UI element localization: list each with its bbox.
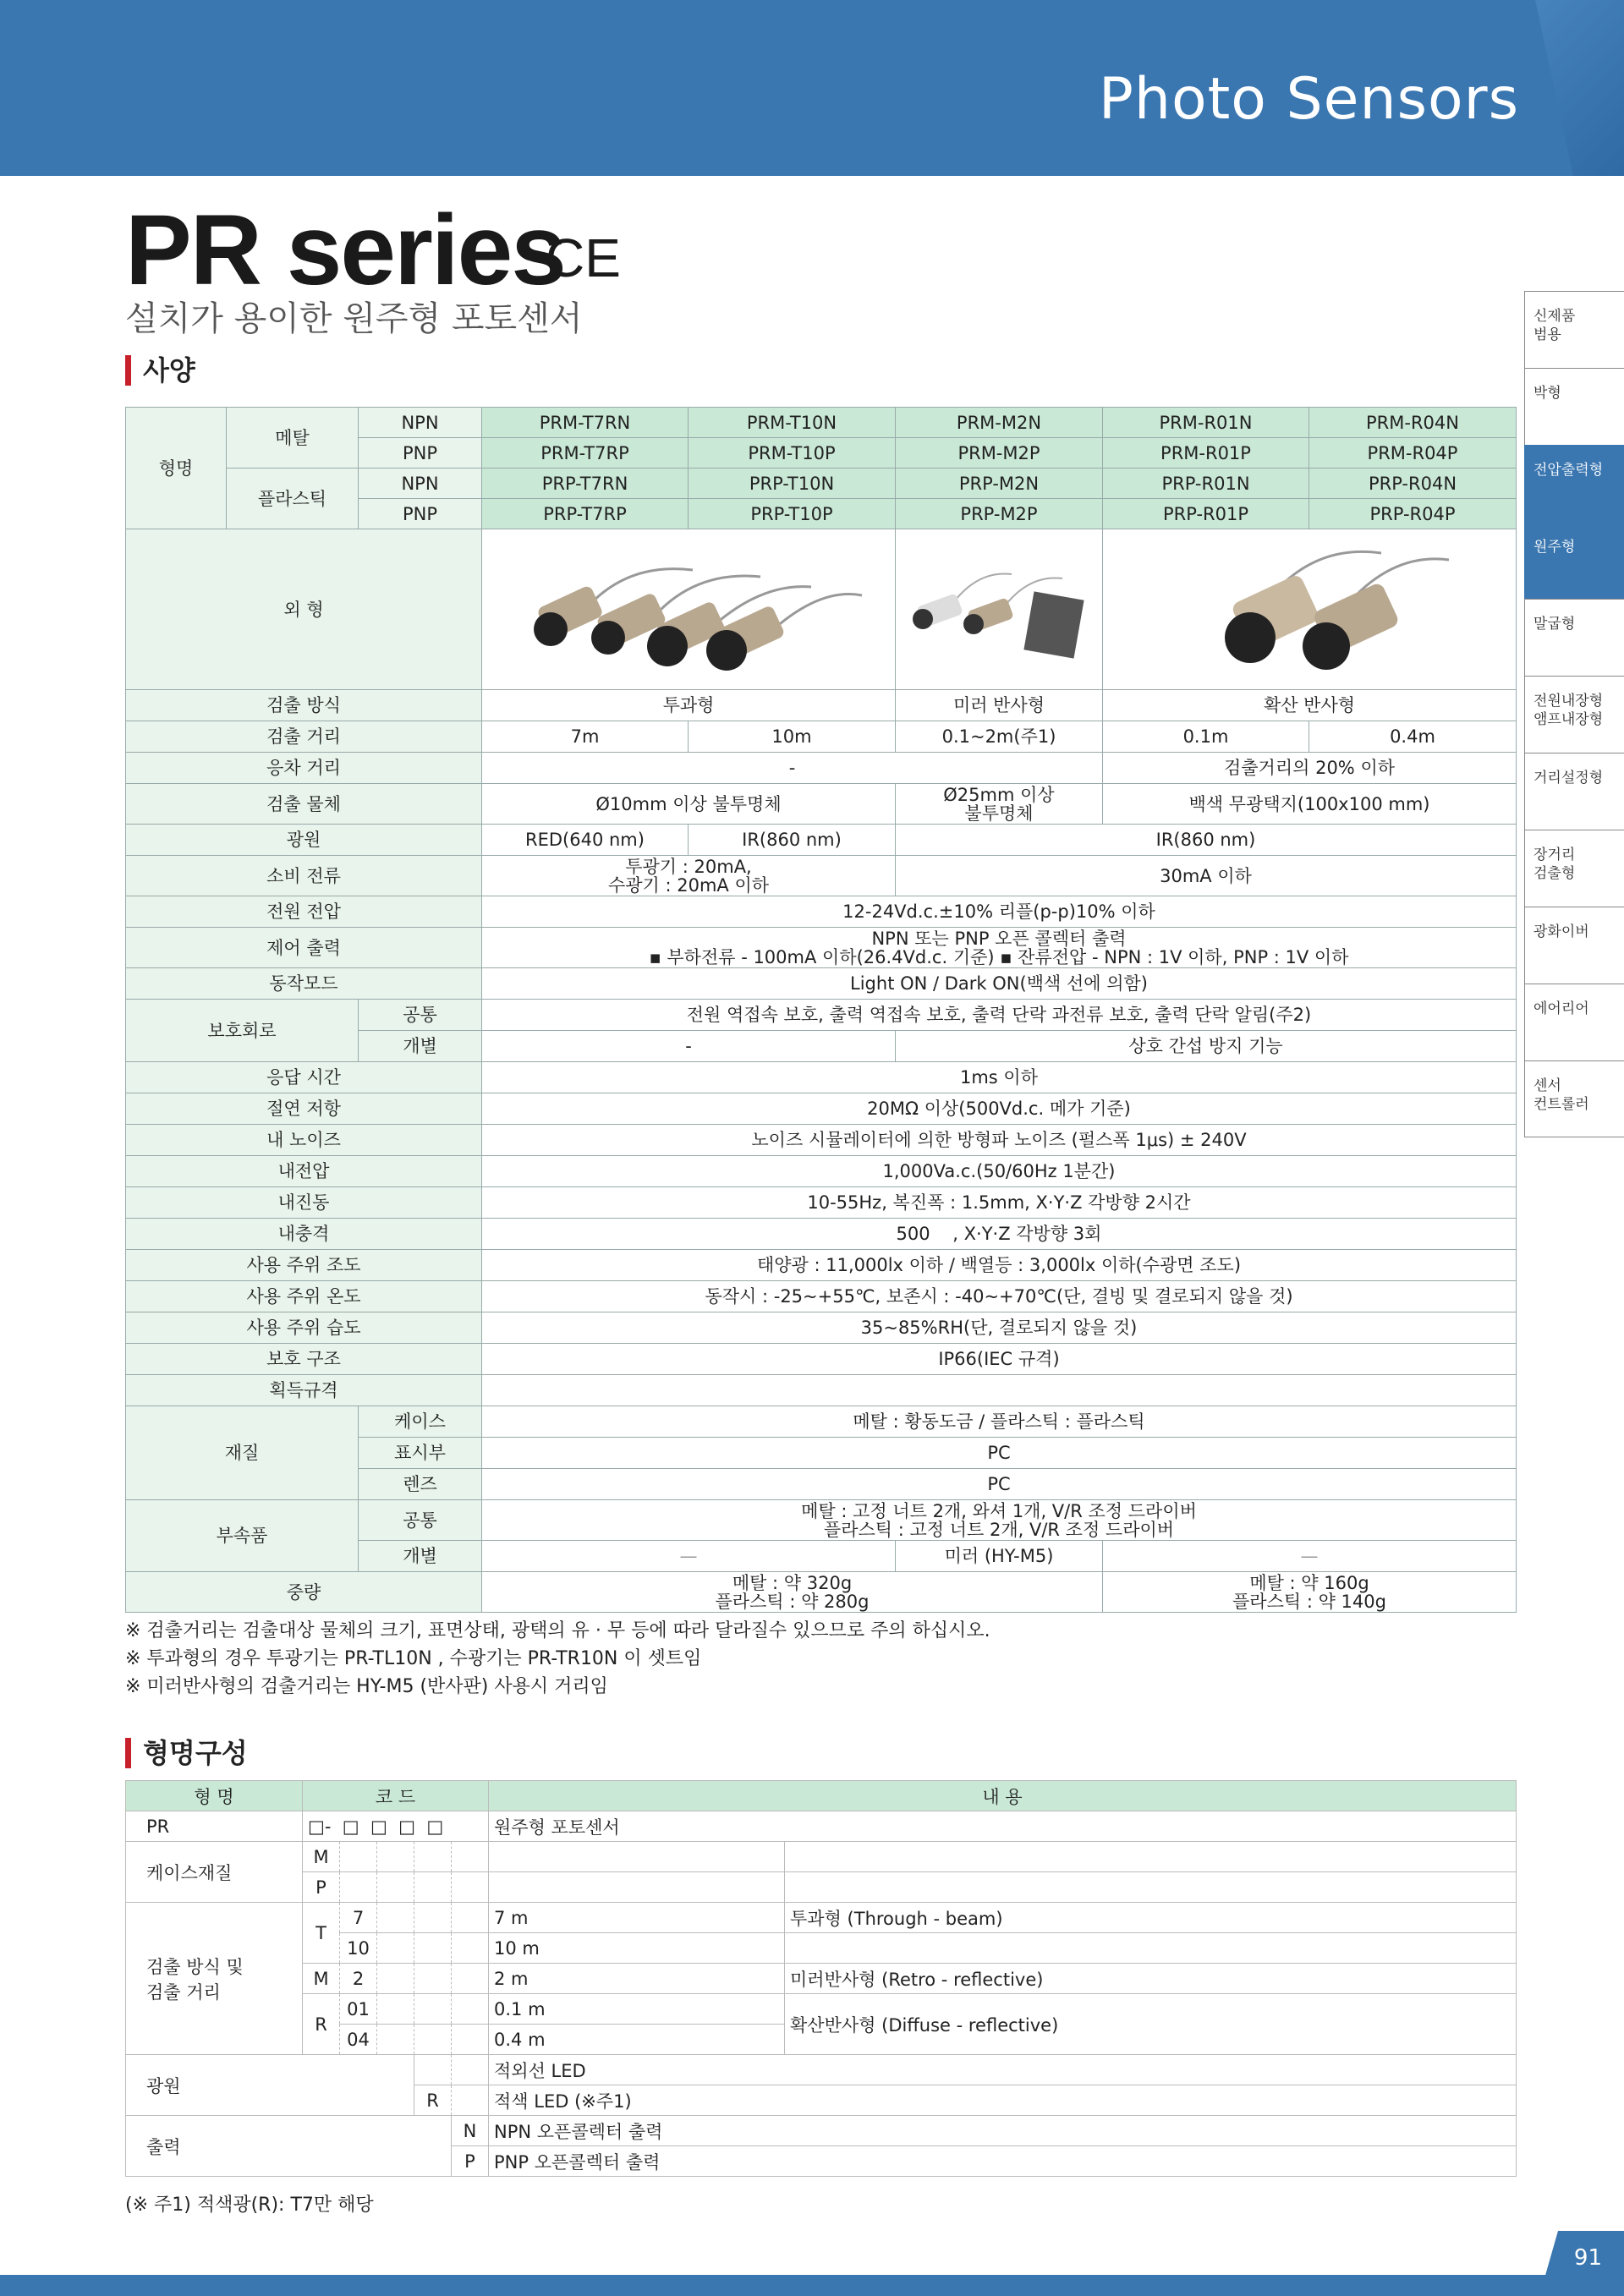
cell-value: 투과형 (Through - beam) — [785, 1903, 1517, 1933]
col-header: 형 명 — [126, 1781, 303, 1811]
model-code: PRM-M2N — [896, 408, 1103, 438]
code: M — [303, 1842, 340, 1872]
cell-value: 검출거리의 20% 이하 — [1103, 753, 1517, 784]
product-photo-through-beam — [482, 529, 896, 690]
spec-table — [125, 407, 1517, 1613]
note: ※ 투과형의 경우 투광기는 PR-TL10N , 수광기는 PR-TR10N 이 셋트임 — [125, 1648, 702, 1669]
cell-value: 적외선 LED — [489, 2055, 1517, 2085]
cell-value — [482, 1375, 1517, 1406]
model-code: PRM-R01P — [1103, 438, 1309, 469]
row-label: 케이스재질 — [126, 1842, 303, 1903]
model-code: PRP-M2N — [896, 469, 1103, 499]
footnote: (※ 주1) 적색광(R): T7만 해당 — [125, 2195, 374, 2216]
header-band — [0, 0, 1624, 176]
side-nav — [1524, 291, 1624, 1137]
row-label: 검출 물체 — [126, 784, 482, 825]
cell-value: 30mA 이하 — [896, 856, 1517, 896]
sub-label: 케이스 — [359, 1406, 482, 1438]
cell-value: 12-24Vd.c.±10% 리플(p-p)10% 이하 — [482, 896, 1517, 928]
col-header: 내 용 — [489, 1781, 1517, 1811]
cell-value: 메탈 : 황동도금 / 플라스틱 : 플라스틱 — [482, 1406, 1517, 1438]
note: ※ 미러반사형의 검출거리는 HY-M5 (반사판) 사용시 거리임 — [125, 1676, 608, 1697]
cell-value: 0.4m — [1309, 721, 1517, 753]
row-label: 보호회로 — [126, 1000, 359, 1062]
model-code: PRP-R04P — [1309, 499, 1517, 529]
cell-value: Ø25mm 이상 불투명체 — [896, 784, 1103, 825]
row-label: 내충격 — [126, 1219, 482, 1250]
cell-value: — — [482, 1541, 896, 1572]
through-beam-sensor-image — [490, 536, 887, 680]
row-label: 제어 출력 — [126, 928, 482, 968]
sub-label: 표시부 — [359, 1438, 482, 1469]
pnp-label: PNP — [359, 438, 482, 469]
cell-value: 투과형 — [482, 690, 896, 721]
cell-value: IR(860 nm) — [896, 825, 1517, 856]
side-nav-item[interactable]: 장거리 검출형 — [1524, 830, 1624, 907]
model-code: PRP-T7RP — [482, 499, 689, 529]
plastic-label: 플라스틱 — [227, 469, 359, 529]
side-nav-item[interactable]: 말굽형 — [1524, 599, 1624, 676]
cell-value: 1ms 이하 — [482, 1062, 1517, 1093]
cell-value: 500 , X·Y·Z 각방향 3회 — [482, 1219, 1517, 1250]
cell-value: 2 m — [489, 1964, 785, 1994]
side-nav-item[interactable]: 박형 — [1524, 368, 1624, 445]
row-label: 소비 전류 — [126, 856, 482, 896]
side-nav-item[interactable]: 전원내장형 앰프내장형 — [1524, 676, 1624, 753]
sub-label: 공통 — [359, 1500, 482, 1541]
row-label: 사용 주위 조도 — [126, 1250, 482, 1281]
product-photo-retro-reflective — [896, 529, 1103, 690]
cell-value: NPN 오픈콜렉터 출력 — [489, 2116, 1517, 2146]
cell-value: 미러 반사형 — [896, 690, 1103, 721]
diffuse-reflective-sensor-image — [1111, 536, 1508, 680]
row-label: 부속품 — [126, 1500, 359, 1572]
section-model-config-heading: 형명구성 — [125, 1738, 248, 1768]
cell-value: 전원 역접속 보호, 출력 역접속 보호, 출력 단락 과전류 보호, 출력 단락 알림(주2) — [482, 1000, 1517, 1031]
code-boxes: □- □ □ □ □ — [303, 1811, 489, 1842]
row-label: 검출 방식 — [126, 690, 482, 721]
side-nav-item[interactable]: 신제품 범용 — [1524, 291, 1624, 368]
side-nav-item[interactable]: 에어리어 — [1524, 984, 1624, 1060]
row-label: 광원 — [126, 2055, 414, 2116]
code: 04 — [340, 2025, 377, 2055]
model-code: PRM-R04N — [1309, 408, 1517, 438]
side-nav-item[interactable]: 센서 컨트롤러 — [1524, 1060, 1624, 1137]
sub-label: 개별 — [359, 1031, 482, 1062]
side-nav-item[interactable]: 원주형 — [1524, 522, 1624, 599]
row-label: 동작모드 — [126, 968, 482, 1000]
cell-value: 10 m — [489, 1933, 785, 1964]
npn-label: NPN — [359, 408, 482, 438]
code: R — [414, 2085, 452, 2116]
side-nav-item[interactable]: 거리설정형 — [1524, 753, 1624, 830]
ce-mark-icon: CE — [546, 227, 621, 288]
row-label: 획득규격 — [126, 1375, 482, 1406]
series-title: PR series — [125, 195, 565, 306]
cell-value: 태양광 : 11,000lx 이하 / 백열등 : 3,000lx 이하(수광면 조도) — [482, 1250, 1517, 1281]
code: P — [452, 2146, 489, 2177]
model-code: PRM-T7RN — [482, 408, 689, 438]
cell-value: 미러반사형 (Retro - reflective) — [785, 1964, 1517, 1994]
model-code: PRP-M2P — [896, 499, 1103, 529]
cell-value: 동작시 : -25~+55℃, 보존시 : -40~+70℃(단, 결빙 및 결로되지 않을 것) — [482, 1281, 1517, 1312]
cell-value: 0.1m — [1103, 721, 1309, 753]
cell-value: RED(640 nm) — [482, 825, 689, 856]
product-subtitle: 설치가 용이한 원주형 포토센서 — [125, 299, 583, 338]
model-code: PRP-R01N — [1103, 469, 1309, 499]
cell-value: 확산반사형 (Diffuse - reflective) — [785, 1994, 1517, 2055]
cell-value: 35~85%RH(단, 결로되지 않을 것) — [482, 1312, 1517, 1344]
footer-band — [0, 2275, 1624, 2296]
side-nav-item[interactable]: 광화이버 — [1524, 907, 1624, 984]
code: 7 — [340, 1903, 377, 1933]
model-code: PRP-R01P — [1103, 499, 1309, 529]
cell-value: 7m — [482, 721, 689, 753]
model-code: PRM-M2P — [896, 438, 1103, 469]
sub-label: 렌즈 — [359, 1469, 482, 1500]
page-category-title: Photo Sensors — [1098, 66, 1519, 133]
cell-value: 20MΩ 이상(500Vd.c. 메가 기준) — [482, 1093, 1517, 1125]
cell-value: IP66(IEC 규격) — [482, 1344, 1517, 1375]
code: 01 — [340, 1994, 377, 2025]
code: 2 — [340, 1964, 377, 1994]
model-code: PRM-R04P — [1309, 438, 1517, 469]
model-code: PRP-T10P — [689, 499, 896, 529]
row-label: 내진동 — [126, 1187, 482, 1219]
row-label: 검출 거리 — [126, 721, 482, 753]
section-spec-heading: 사양 — [125, 355, 195, 386]
cell-value: 확산 반사형 — [1103, 690, 1517, 721]
pnp-label: PNP — [359, 499, 482, 529]
cell-value: 10-55Hz, 복진폭 : 1.5mm, X·Y·Z 각방향 2시간 — [482, 1187, 1517, 1219]
cell-value: 백색 무광택지(100x100 mm) — [1103, 784, 1517, 825]
code: R — [303, 1994, 340, 2055]
cell-value: 투광기 : 20mA, 수광기 : 20mA 이하 — [482, 856, 896, 896]
cell-value: 10m — [689, 721, 896, 753]
cell-value: 메탈 : 약 320g 플라스틱 : 약 280g — [482, 1572, 1103, 1613]
cell-value: 7 m — [489, 1903, 785, 1933]
npn-label: NPN — [359, 469, 482, 499]
spec-notes — [125, 1617, 990, 1701]
cell-value: 미러 (HY-M5) — [896, 1541, 1103, 1572]
cell-value: 상호 간섭 방지 기능 — [896, 1031, 1517, 1062]
model-code: PRM-T7RP — [482, 438, 689, 469]
cell-value: Light ON / Dark ON(백색 선에 의함) — [482, 968, 1517, 1000]
cell-value: - — [482, 1031, 896, 1062]
cell-value: 원주형 포토센서 — [489, 1811, 1517, 1842]
cell-value: - — [482, 753, 1103, 784]
row-label: 검출 방식 및 검출 거리 — [126, 1903, 303, 2055]
model-label: 형명 — [126, 408, 227, 529]
cell-value: 메탈 : 고정 너트 2개, 와셔 1개, V/R 조정 드라이버 플라스틱 : 고정 너트 2개, V/R 조정 드라이버 — [482, 1500, 1517, 1541]
page-number: 91 — [1573, 2245, 1602, 2271]
row-label: 광원 — [126, 825, 482, 856]
row-label: 사용 주위 온도 — [126, 1281, 482, 1312]
cell-value: 노이즈 시뮬레이터에 의한 방형파 노이즈 (펄스폭 1μs) ± 240V — [482, 1125, 1517, 1156]
row-label: 절연 저항 — [126, 1093, 482, 1125]
row-label: 전원 전압 — [126, 896, 482, 928]
retro-reflective-sensor-image — [902, 536, 1096, 680]
sub-label: 공통 — [359, 1000, 482, 1031]
cell-value: 0.1~2m(주1) — [896, 721, 1103, 753]
row-label: 재질 — [126, 1406, 359, 1500]
model-code: PRP-T7RN — [482, 469, 689, 499]
cell-value: 적색 LED (※주1) — [489, 2085, 1517, 2116]
cell-value: 1,000Va.c.(50/60Hz 1분간) — [482, 1156, 1517, 1187]
cell-value: 0.4 m — [489, 2025, 785, 2055]
model-config-table — [125, 1780, 1517, 2177]
row-label: 중량 — [126, 1572, 482, 1613]
row-label: 응차 거리 — [126, 753, 482, 784]
col-header: 코 드 — [303, 1781, 489, 1811]
metal-label: 메탈 — [227, 408, 359, 469]
model-code: PRM-T10N — [689, 408, 896, 438]
cell-value: 메탈 : 약 160g 플라스틱 : 약 140g — [1103, 1572, 1517, 1613]
code: 10 — [340, 1933, 377, 1964]
model-code: PRM-R01N — [1103, 408, 1309, 438]
appearance-label: 외 형 — [126, 529, 482, 690]
row-label: 사용 주위 습도 — [126, 1312, 482, 1344]
sub-label: 개별 — [359, 1541, 482, 1572]
cell-value: PC — [482, 1438, 1517, 1469]
code: P — [303, 1872, 340, 1903]
cell-value: PC — [482, 1469, 1517, 1500]
cell-value: 0.1 m — [489, 1994, 785, 2025]
cell-value: NPN 또는 PNP 오픈 콜렉터 출력 ▪ 부하전류 - 100mA 이하(26.4Vd.c. 기준) ▪ 잔류전압 - NPN : 1V 이하, PNP : 1V 이하 — [482, 928, 1517, 968]
product-photo-diffuse-reflective — [1103, 529, 1517, 690]
cell-value: IR(860 nm) — [689, 825, 896, 856]
cell-value: — — [1103, 1541, 1517, 1572]
row-label: 출력 — [126, 2116, 452, 2177]
row-label: 보호 구조 — [126, 1344, 482, 1375]
code: N — [452, 2116, 489, 2146]
model-code: PRP-T10N — [689, 469, 896, 499]
row-label: 내전압 — [126, 1156, 482, 1187]
code: T — [303, 1903, 340, 1964]
model-code: PRP-R04N — [1309, 469, 1517, 499]
note: ※ 검출거리는 검출대상 물체의 크기, 표면상태, 광택의 유 · 무 등에 따라 달라질수 있으므로 주의 하십시오. — [125, 1620, 990, 1641]
model-code: PRM-T10P — [689, 438, 896, 469]
code: M — [303, 1964, 340, 1994]
row-label: PR — [126, 1811, 303, 1842]
row-label: 응답 시간 — [126, 1062, 482, 1093]
side-nav-item[interactable]: 전압출력형 — [1524, 445, 1624, 522]
cell-value: PNP 오픈콜렉터 출력 — [489, 2146, 1517, 2177]
cell-value: Ø10mm 이상 불투명체 — [482, 784, 896, 825]
row-label: 내 노이즈 — [126, 1125, 482, 1156]
